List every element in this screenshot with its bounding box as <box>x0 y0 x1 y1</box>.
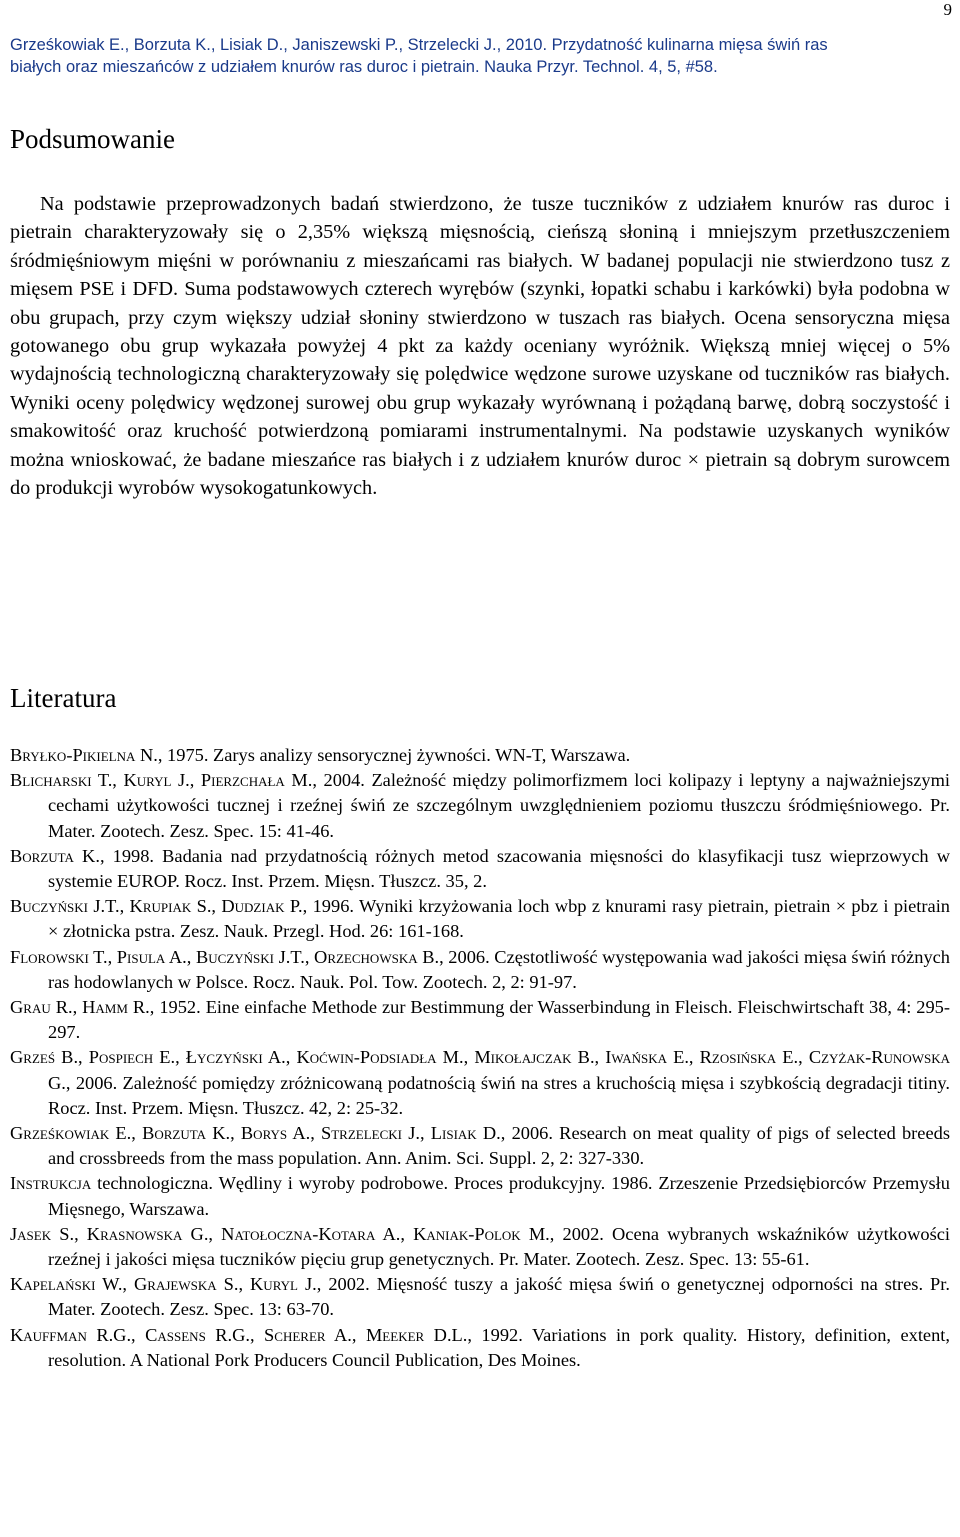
reference-details: , 2006. Research on meat quality of pigs of selected breeds and crossbreeds from the mass population. Ann. Anim. Sci. Suppl. 2, 2: 327-330. <box>48 1123 950 1169</box>
reference-details: , 2002. Mięsność tuszy a jakość mięsa świń o genetycznej odporności na stres. Pr. Mater. Zootech. Zesz. Spec. 13: 63-70. <box>48 1274 950 1320</box>
reference-authors: Kauffman R.G., Cassens R.G., Scherer A., Meeker D.L. <box>10 1324 468 1345</box>
reference-item <box>10 1045 950 1121</box>
citation-header <box>10 34 950 78</box>
reference-authors: Buczyński J.T., Krupiak S., Dudziak P. <box>10 896 303 917</box>
summary-paragraph <box>10 190 950 502</box>
citation-line-1: Grześkowiak E., Borzuta K., Lisiak D., Janiszewski P., Strzelecki J., 2010. Przydatność kulinarna mięsa świń ras <box>10 36 828 54</box>
reference-authors: Instrukcja <box>10 1173 92 1194</box>
reference-item <box>10 1272 950 1322</box>
reference-authors: Grześ B., Pospiech E., Łyczyński A., Koćwin-Podsiadła M., Mikołajczak B., Iwańska E., Rzosińska E., Czyżak-Runowska G. <box>10 1047 950 1093</box>
reference-item <box>10 768 950 844</box>
reference-authors: Borzuta K. <box>10 845 100 866</box>
reference-item <box>10 945 950 995</box>
citation-line-2: białych oraz mieszańców z udziałem knurów ras duroc i pietrain. Nauka Przyr. Technol. 4, 5, #58. <box>10 58 718 76</box>
literature-heading: Literatura <box>10 683 117 713</box>
reference-details: , 1975. Zarys analizy sensorycznej żywności. WN-T, Warszawa. <box>157 745 631 765</box>
reference-details: technologiczna. Wędliny i wyroby podrobowe. Proces produkcyjny. 1986. Zrzeszenie Przedsiębiorców Przemysłu Mięsnego, Warszawa. <box>48 1173 950 1219</box>
reference-item <box>10 995 950 1045</box>
reference-authors: Florowski T., Pisula A., Buczyński J.T., Orzechowska B. <box>10 946 440 967</box>
reference-details: , 2002. Ocena wybranych wskaźników użytkowości rzeźnej i jakości mięsa tuczników pięciu grup genetycznych. Pr. Mater. Zootech. Zesz. Spec. 13: 55-61. <box>48 1223 950 1270</box>
reference-authors: Bryłko-Pikielna N. <box>10 745 158 765</box>
reference-authors: Grześkowiak E., Borzuta K., Borys A., Strzelecki J., Lisiak D. <box>10 1123 501 1144</box>
reference-details: , 1952. Eine einfache Methode zur Bestimmung der Wasserbindung in Fleisch. Fleischwirtschaft 38, 4: 295-297. <box>48 997 950 1043</box>
reference-item <box>10 743 950 768</box>
summary-heading: Podsumowanie <box>10 124 175 154</box>
reference-authors: Kapelański W., Grajewska S., Kuryl J. <box>10 1274 317 1295</box>
reference-item <box>10 1323 950 1373</box>
reference-details: , 1998. Badania nad przydatnością różnych metod szacowania mięsności do klasyfikacji tusz wieprzowych w systemie EUROP. Rocz. Inst. Przem. Mięsn. Tłuszcz. 35, 2. <box>48 845 950 892</box>
reference-details: , 1992. Variations in pork quality. History, definition, extent, resolution. A National Pork Producers Council Publication, Des Moines. <box>48 1324 950 1370</box>
reference-details: , 2006. Zależność pomiędzy zróżnicowaną podatnością świń na stres a kruchością mięsa i szybkością degradacji titiny. Rocz. Inst. Przem. Mięsn. Tłuszcz. 42, 2: 25-32. <box>48 1072 950 1118</box>
reference-authors: Jasek S., Krasnowska G., Natołoczna-Kotara A., Kaniak-Polok M. <box>10 1223 550 1244</box>
reference-item <box>10 1121 950 1171</box>
reference-details: , 2006. Częstotliwość występowania wad jakości mięsa świń różnych ras hodowlanych w Polsce. Rocz. Nauk. Pol. Tow. Zootech. 2, 2: 91-97. <box>48 946 950 992</box>
reference-item <box>10 1222 950 1272</box>
reference-authors: Grau R., Hamm R. <box>10 997 150 1018</box>
summary-text: Na podstawie przeprowadzonych badań stwierdzono, że tusze tuczników z udziałem knurów ras duroc i pietrain charakteryzowały się o 2,35% większą mięsnością, cieńszą słoniną i mniejszym przetłuszczeniem śródmięśniowym mięśni w porównaniu z mieszańcami ras białych. W badanej populacji nie stwierdzono tusz z mięsem PSE i DFD. Suma podstawowych czterech wyrębów (szynki, łopatki schabu i karkówki) była podobna w obu grupach, przy czym większy udział słoniny stwierdzono w tuszach ras białych. Ocena sensoryczna mięsa gotowanego obu grup wykazała powyżej 4 pkt za każdy oceniany wyróżnik. Większą mniej więcej o 5% wydajnością technologiczną charakteryzowały się polędwice wędzone surowe uzyskane od tuczników ras białych. Wyniki oceny polędwicy wędzonej surowej obu grup wykazały wyrównaną i pożądaną barwę, dobrą soczystość i smakowitość oraz kruchość potwierdzoną pomiarami instrumentalnymi. Na podstawie uzyskanych wyników można wnioskować, że badane mieszańce ras białych i z udziałem knurów duroc × pietrain są dobrym surowcem do produkcji wyrobów wysokogatunkowych. <box>10 193 950 500</box>
page-number: 9 <box>943 0 952 19</box>
reference-item <box>10 1171 950 1221</box>
reference-details: , 1996. Wyniki krzyżowania loch wbp z knurami rasy pietrain, pietrain × pbz i pietrain × złotnicka pstra. Zesz. Nauk. Przegl. Hod. 26: 161-168. <box>48 896 950 942</box>
reference-details: , 2004. Zależność między polimorfizmem loci kolipazy i leptyny a najważniejszymi cechami użytkowości tucznej i rzeźnej świń ze szczególnym uwzględnieniem poziomu tłuszczu śródmięśniowego. Pr. Mater. Zootech. Zesz. Spec. 15: 41-46. <box>48 770 950 841</box>
reference-item <box>10 894 950 944</box>
reference-item <box>10 844 950 894</box>
reference-list <box>10 743 950 1373</box>
reference-authors: Blicharski T., Kuryl J., Pierzchała M. <box>10 770 313 791</box>
